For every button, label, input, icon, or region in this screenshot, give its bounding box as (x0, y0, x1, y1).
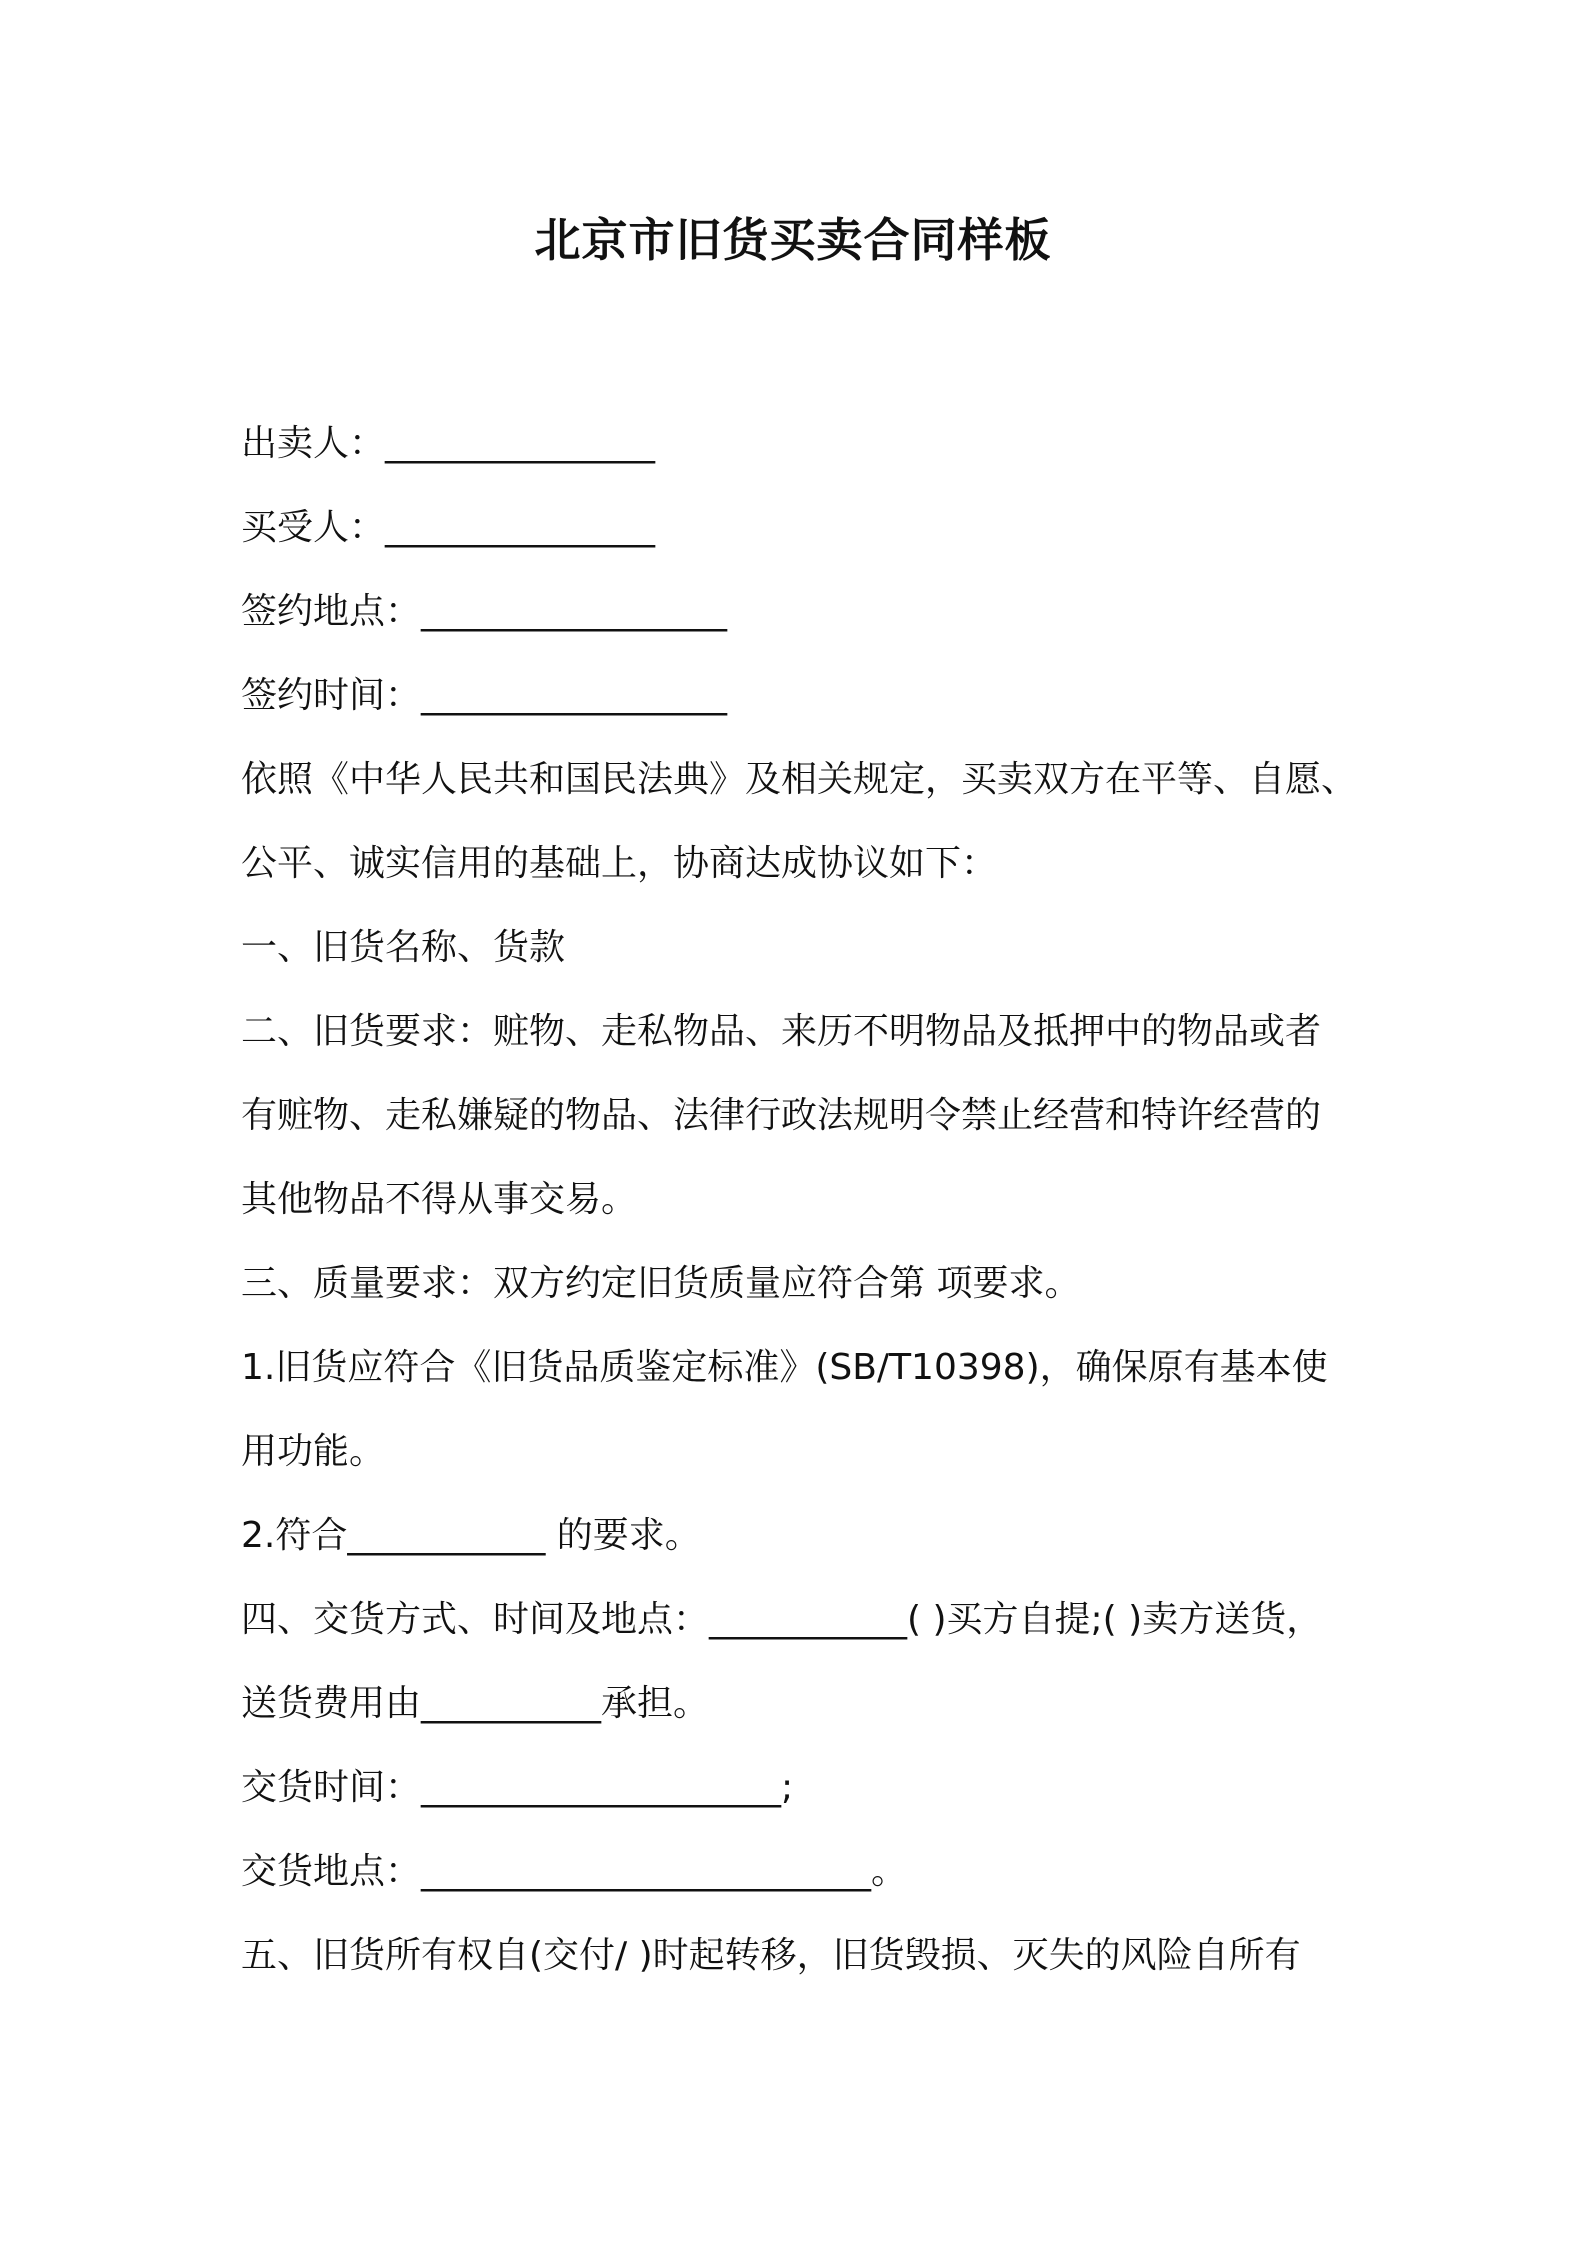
section-2-line-1: 二、旧货要求：赃物、走私物品、来历不明物品及抵押中的物品或者 (241, 1011, 1322, 1052)
section-3-heading: 三、质量要求：双方约定旧货质量应符合第 项要求。 (241, 1263, 1081, 1304)
document-title: 北京市旧货买卖合同样板 (534, 213, 1052, 267)
section-4-line-2: 送货费用由__________承担。 (241, 1683, 710, 1724)
quality-item-2: 2.符合___________ 的要求。 (241, 1515, 701, 1556)
section-2-line-3: 其他物品不得从事交易。 (241, 1179, 638, 1220)
quality-item-1-line-1: 1.旧货应符合《旧货品质鉴定标准》(SB/T10398)，确保原有基本使 (241, 1347, 1328, 1388)
document-body (241, 402, 1361, 1998)
signing-place-line: 签约地点：_________________ (241, 591, 728, 632)
buyer-line: 买受人：_______________ (241, 507, 656, 548)
quality-item-1-line-2: 用功能。 (241, 1431, 386, 1472)
seller-line: 出卖人：_______________ (241, 423, 656, 464)
intro-line-1: 依照《中华人民共和国民法典》及相关规定，买卖双方在平等、自愿、 (241, 759, 1358, 800)
delivery-time-line: 交货时间：____________________; (241, 1767, 794, 1808)
intro-line-2: 公平、诚实信用的基础上，协商达成协议如下： (241, 843, 998, 884)
signing-time-line: 签约时间：_________________ (241, 675, 728, 716)
section-5-line-1: 五、旧货所有权自(交付/ )时起转移，旧货毁损、灭失的风险自所有 (241, 1935, 1301, 1976)
section-4-line-1: 四、交货方式、时间及地点：___________( )买方自提;( )卖方送货， (241, 1599, 1323, 1640)
section-1-heading: 一、旧货名称、货款 (241, 927, 566, 968)
delivery-place-line: 交货地点：_________________________。 (241, 1851, 908, 1892)
section-2-line-2: 有赃物、走私嫌疑的物品、法律行政法规明令禁止经营和特许经营的 (241, 1095, 1322, 1136)
